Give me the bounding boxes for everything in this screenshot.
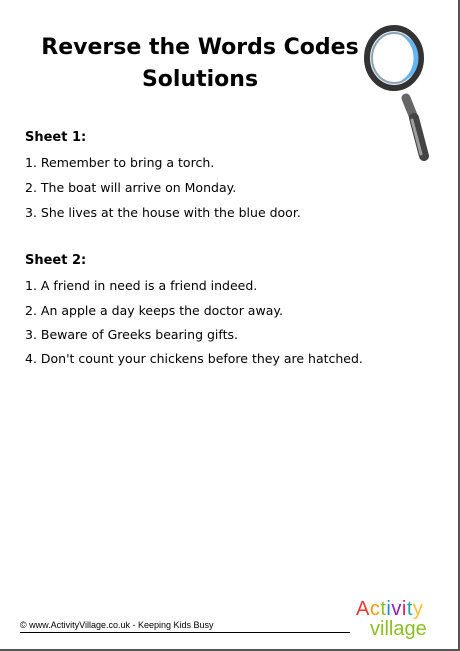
sheet-2-item-4: 4. Don't count your chickens before they are hatched.	[25, 351, 363, 366]
sheet-1-item-2: 2. The boat will arrive on Monday.	[25, 180, 237, 195]
page-title	[30, 32, 370, 96]
title-line-1: Reverse the Words Codes	[41, 35, 359, 60]
logo-letter: A	[356, 598, 370, 620]
sheet-2-item-3: 3. Beware of Greeks bearing gifts.	[25, 327, 238, 342]
title-line-2: Solutions	[141, 67, 259, 92]
sheet-2-item-2: 2. An apple a day keeps the doctor away.	[25, 303, 283, 318]
logo-letter: c	[369, 598, 381, 620]
activity-village-logo	[356, 598, 440, 644]
sheet-1-item-3: 3. She lives at the house with the blue door.	[25, 205, 301, 220]
logo-letter: i	[386, 598, 392, 620]
magnifying-glass-icon	[362, 24, 436, 164]
logo-letter: i	[401, 598, 407, 620]
footer-divider	[20, 632, 350, 633]
sheet-2-item-1: 1. A friend in need is a friend indeed.	[25, 278, 258, 293]
sheet-2-heading: Sheet 2:	[25, 253, 87, 268]
logo-letter: v	[391, 598, 402, 620]
logo-word-village: village	[370, 618, 427, 640]
logo-letter: t	[406, 598, 413, 620]
sheet-1-item-1: 1. Remember to bring a torch.	[25, 155, 215, 170]
logo-letter: y	[412, 598, 424, 620]
logo-letter: t	[380, 598, 387, 620]
sheet-1-heading: Sheet 1:	[25, 130, 87, 145]
footer-copyright: © www.ActivityVillage.co.uk - Keeping Kids Busy	[20, 620, 214, 630]
